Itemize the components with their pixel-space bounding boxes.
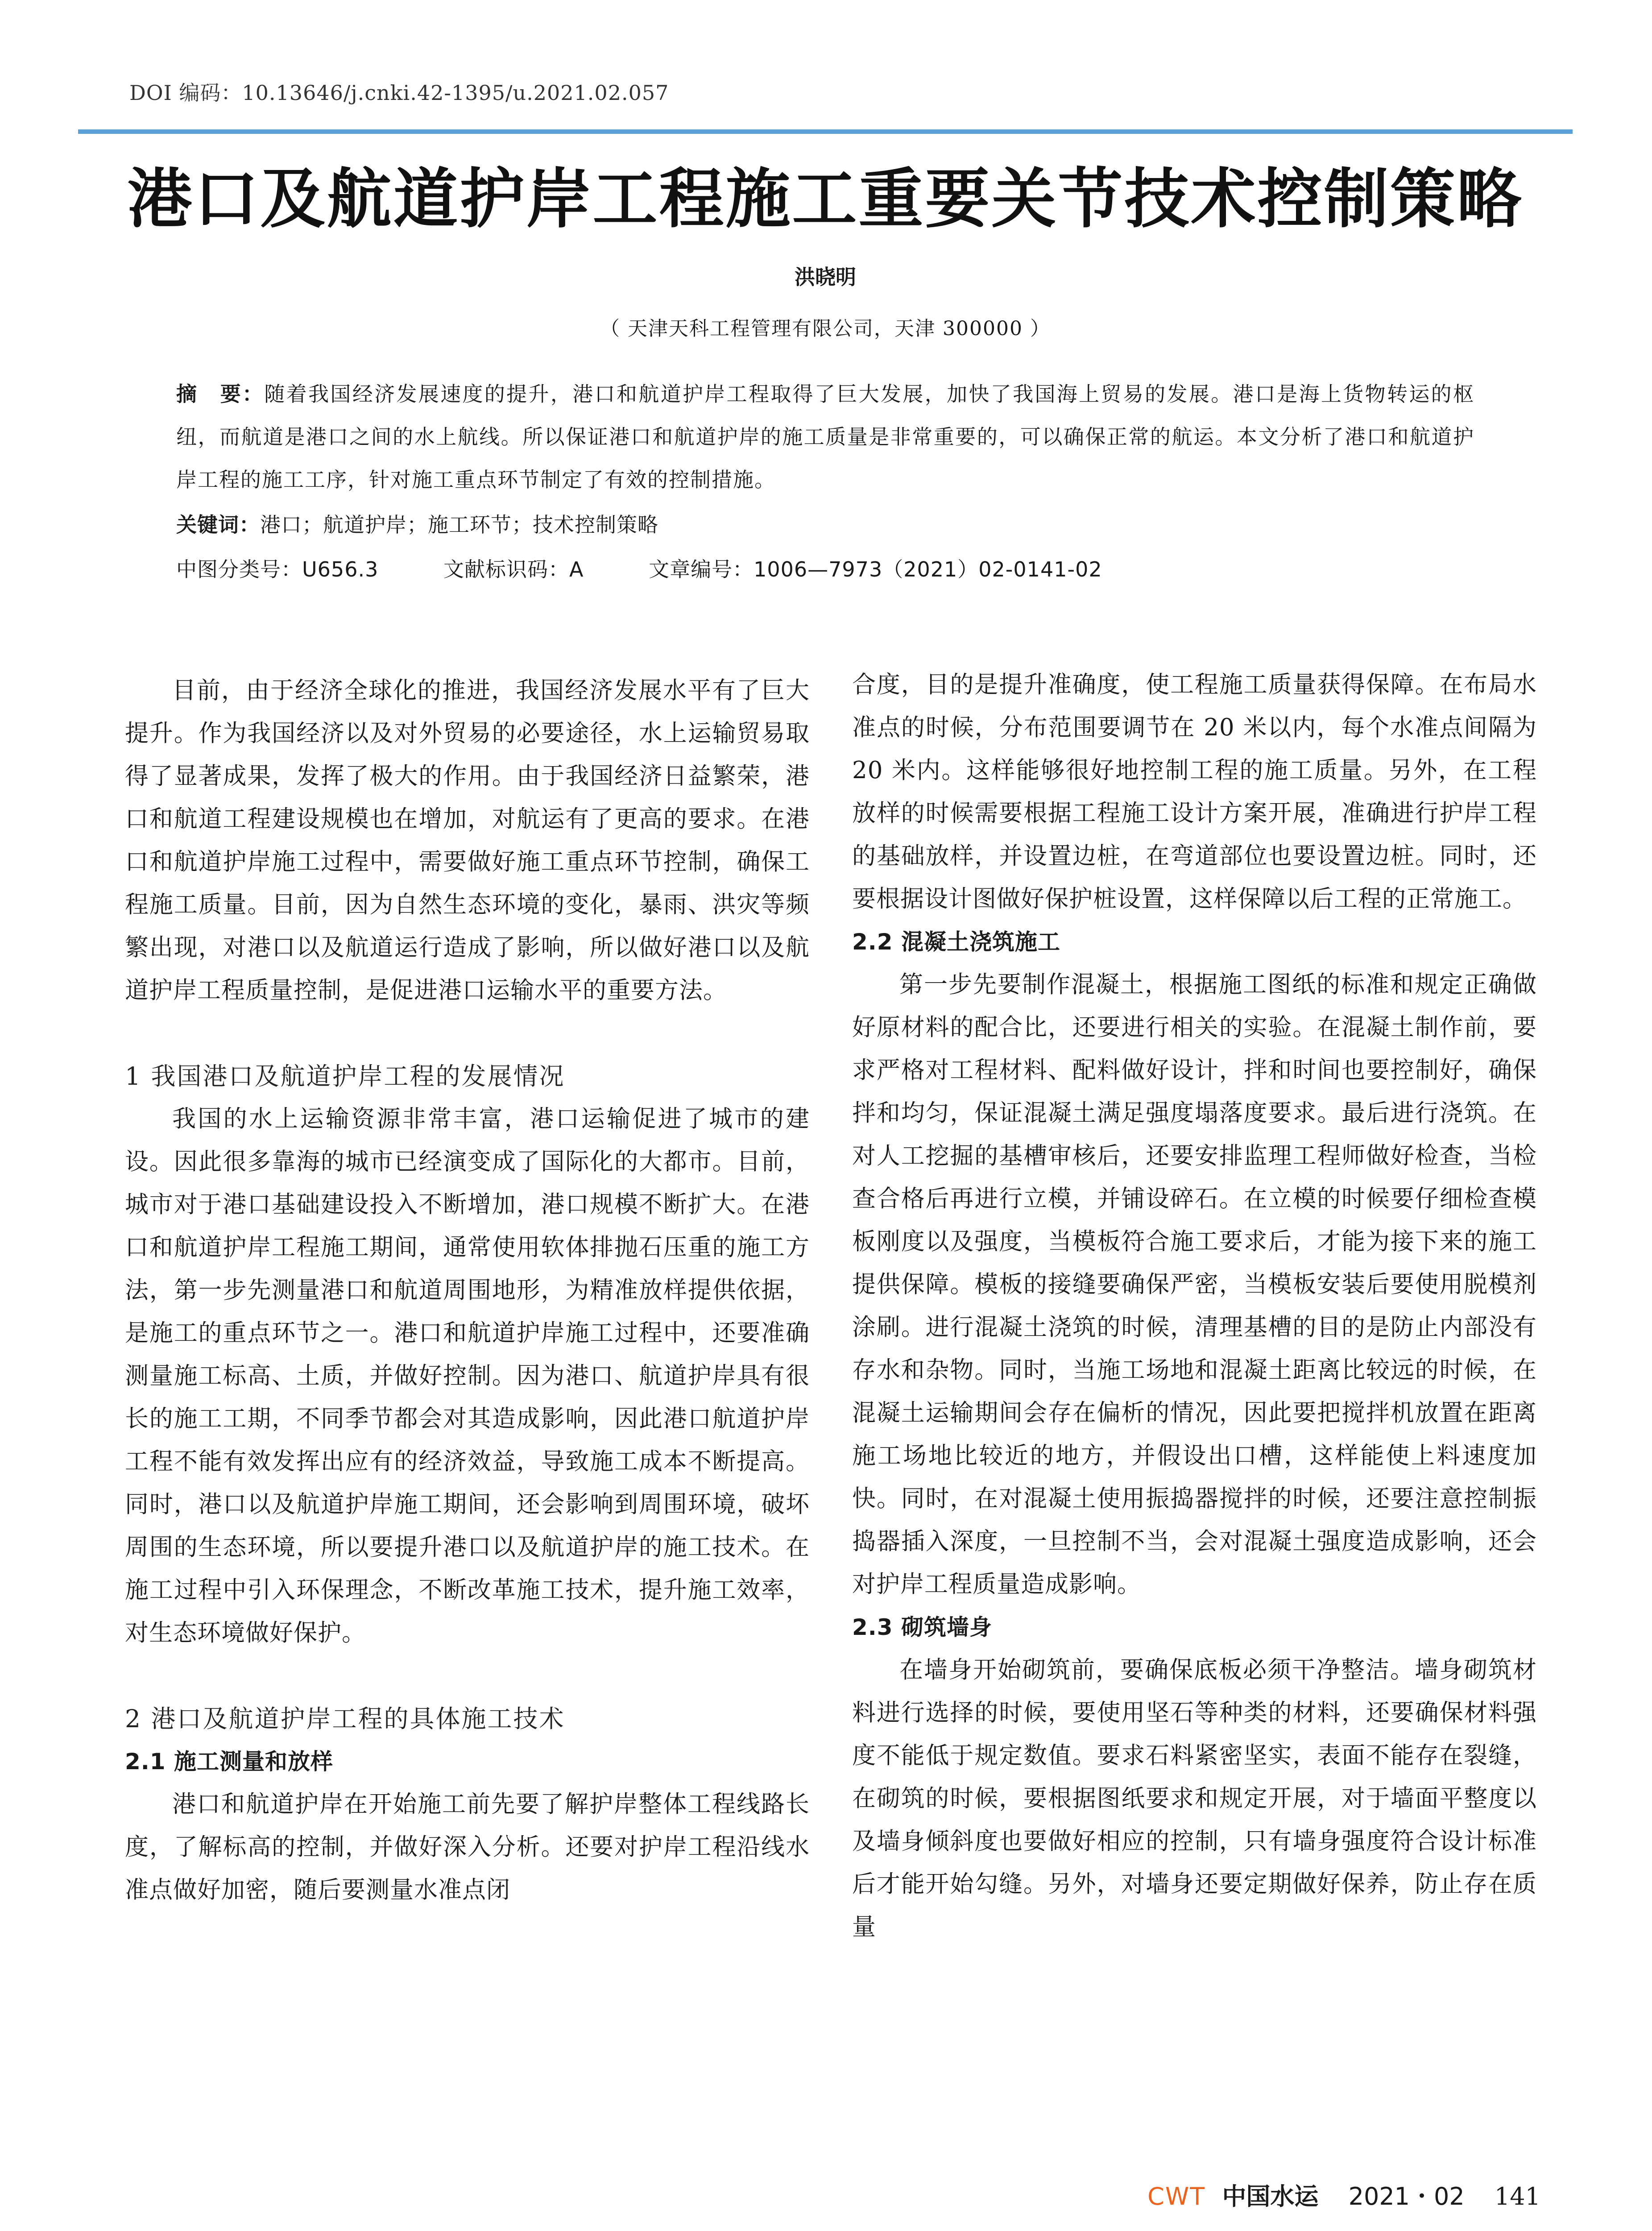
- classification-line: [176, 553, 1102, 583]
- keywords-text: 港口；航道护岸；施工环节；技术控制策略: [260, 513, 658, 537]
- header-rule: [78, 129, 1573, 134]
- section-2-3-paragraph: 在墙身开始砌筑前，要确保底板必须干净整洁。墙身砌筑材料进行选择的时候，要使用坚石等种类的材料，还要确保材料强度不能低于规定数值。要求石料紧密坚实，表面不能存在裂缝，在砌筑的时候，要根据图纸要求和规定开展，对于墙面平整度以及墙身倾斜度也要做好相应的控制，只有墙身强度符合设计标准后才能开始勾缝。另外，对墙身还要定期做好保养，防止存在质量: [852, 1656, 1537, 1941]
- keywords-label: 关键词：: [176, 513, 260, 537]
- abstract-block: [176, 373, 1474, 501]
- issue-number: 2021・02: [1348, 2182, 1465, 2210]
- brand-logo: CWT: [1147, 2182, 1206, 2210]
- page-footer: [1147, 2177, 1540, 2212]
- section-2-3-heading: 2.3 砌筑墙身: [852, 1614, 992, 1640]
- section-2-2-heading: 2.2 混凝土浇筑施工: [852, 929, 1060, 955]
- section-2-heading: 2 港口及航道护岸工程的具体施工技术: [125, 1704, 565, 1733]
- clc-number: 中图分类号：U656.3: [176, 557, 379, 581]
- abstract-text: 随着我国经济发展速度的提升，港口和航道护岸工程取得了巨大发展，加快了我国海上贸易的发展。港口是海上货物转运的枢纽，而航道是港口之间的水上航线。所以保证港口和航道护岸的施工质量是非常重要的，可以确保正常的航运。本文分析了港口和航道护岸工程的施工工序，针对施工重点环节制定了有效的控制措施。: [176, 382, 1475, 492]
- affiliation: （ 天津天科工程管理有限公司，天津 300000 ）: [600, 317, 1051, 340]
- publication-name: 中国水运: [1222, 2182, 1319, 2210]
- body-column-right: [852, 663, 1537, 1949]
- section-2-2-paragraph: 第一步先要制作混凝土，根据施工图纸的标准和规定正确做好原材料的配合比，还要进行相关的实验。在混凝土制作前，要求严格对工程材料、配料做好设计，拌和时间也要控制好，确保拌和均匀，保证混凝土满足强度塌落度要求。最后进行浇筑。在对人工挖掘的基槽审核后，还要安排监理工程师做好检查，当检查合格后再进行立模，并铺设碎石。在立模的时候要仔细检查模板刚度以及强度，当模板符合施工要求后，才能为接下来的施工提供保障。模板的接缝要确保严密，当模板安装后要使用脱模剂涂刷。进行混凝土浇筑的时候，清理基槽的目的是防止内部没有存水和杂物。同时，当施工场地和混凝土距离比较远的时候，在混凝土运输期间会存在偏析的情况，因此要把搅拌机放置在距离施工场地比较近的地方，并假设出口槽，这样能使上料速度加快。同时，在对混凝土使用振捣器搅拌的时候，还要注意控制振捣器插入深度，一旦控制不当，会对混凝土强度造成影响，还会对护岸工程质量造成影响。: [852, 971, 1537, 1598]
- abstract-label: 摘 要：: [176, 382, 265, 406]
- author-name: 洪晓明: [795, 265, 856, 289]
- section-2-1-heading: 2.1 施工测量和放样: [125, 1749, 333, 1775]
- intro-paragraph: 目前，由于经济全球化的推进，我国经济发展水平有了巨大提升。作为我国经济以及对外贸易的必要途径，水上运输贸易取得了显著成果，发挥了极大的作用。由于我国经济日益繁荣，港口和航道工程建设规模也在增加，对航运有了更高的要求。在港口和航道护岸施工过程中，需要做好施工重点环节控制，确保工程施工质量。目前，因为自然生态环境的变化，暴雨、洪灾等频繁出现，对港口以及航道运行造成了影响，所以做好港口以及航道护岸工程质量控制，是促进港口运输水平的重要方法。: [125, 677, 810, 1004]
- paper-title: 港口及航道护岸工程施工重要关节技术控制策略: [127, 161, 1524, 237]
- article-number: 文章编号：1006—7973（2021）02-0141-02: [649, 557, 1102, 581]
- keywords-line: [176, 509, 658, 538]
- section-1-heading: 1 我国港口及航道护岸工程的发展情况: [125, 1062, 565, 1091]
- page-number: 141: [1494, 2182, 1540, 2210]
- body-column-left: [125, 669, 810, 1912]
- doi-line: DOI 编码：10.13646/j.cnki.42-1395/u.2021.02.057: [129, 81, 669, 105]
- document-code: 文献标识码：A: [443, 557, 584, 581]
- section-1-paragraph: 我国的水上运输资源非常丰富，港口运输促进了城市的建设。因此很多靠海的城市已经演变成了国际化的大都市。目前，城市对于港口基础建设投入不断增加，港口规模不断扩大。在港口和航道护岸工程施工期间，通常使用软体排抛石压重的施工方法，第一步先测量港口和航道周围地形，为精准放样提供依据，是施工的重点环节之一。港口和航道护岸施工过程中，还要准确测量施工标高、土质，并做好控制。因为港口、航道护岸具有很长的施工工期，不同季节都会对其造成影响，因此港口航道护岸工程不能有效发挥出应有的经济效益，导致施工成本不断提高。同时，港口以及航道护岸施工期间，还会影响到周围环境，破坏周围的生态环境，所以要提升港口以及航道护岸的施工技术。在施工过程中引入环保理念，不断改革施工技术，提升施工效率，对生态环境做好保护。: [125, 1105, 810, 1646]
- section-2-1-paragraph-start: 港口和航道护岸在开始施工前先要了解护岸整体工程线路长度，了解标高的控制，并做好深入分析。还要对护岸工程沿线水准点做好加密，随后要测量水准点闭: [125, 1791, 810, 1903]
- section-2-1-paragraph-cont: 合度，目的是提升准确度，使工程施工质量获得保障。在布局水准点的时候，分布范围要调节在 20 米以内，每个水准点间隔为 20 米内。这样能够很好地控制工程的施工质量。另外，在工程放样的时候需要根据工程施工设计方案开展，准确进行护岸工程的基础放样，并设置边桩，在弯道部位也要设置边桩。同时，还要根据设计图做好保护桩设置，这样保障以后工程的正常施工。: [852, 671, 1537, 912]
